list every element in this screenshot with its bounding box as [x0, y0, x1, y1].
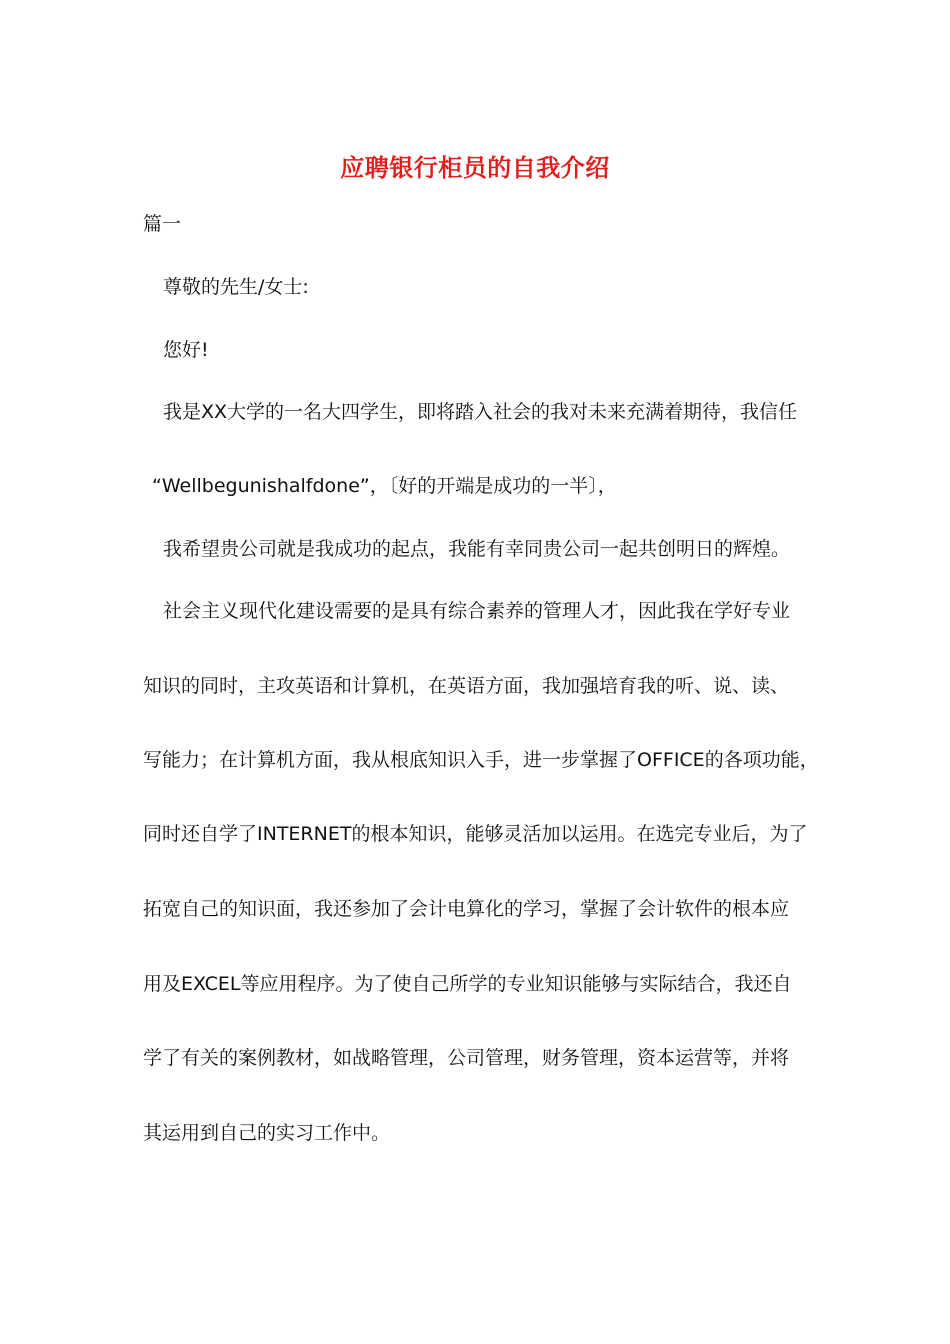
paragraph-line: 我希望贵公司就是我成功的起点，我能有幸同贵公司一起共创明日的辉煌。	[163, 538, 791, 560]
salutation-line: 尊敬的先生/女士:	[163, 276, 309, 298]
paragraph-line: “Wellbegunishalfdone”，〔好的开端是成功的一半〕，	[152, 475, 617, 497]
document-title: 应聘银行柜员的自我介绍	[340, 154, 610, 182]
paragraph-line: 学了有关的案例教材，如战略管理，公司管理，财务管理，资本运营等，并将	[143, 1047, 790, 1069]
section-heading: 篇一	[143, 213, 182, 235]
paragraph-line: 拓宽自己的知识面，我还参加了会计电算化的学习，掌握了会计软件的根本应	[143, 898, 790, 920]
paragraph-line: 其运用到自己的实习工作中。	[143, 1122, 391, 1144]
paragraph-line: 社会主义现代化建设需要的是具有综合素养的管理人才，因此我在学好专业	[163, 600, 791, 622]
greeting-line: 您好!	[163, 339, 209, 361]
paragraph-line: 知识的同时，主攻英语和计算机，在英语方面，我加强培育我的听、说、读、	[143, 675, 790, 697]
paragraph-line: 我是XX大学的一名大四学生，即将踏入社会的我对未来充满着期待，我信任	[163, 401, 798, 423]
paragraph-line: 写能力；在计算机方面，我从根底知识入手，进一步掌握了OFFICE的各项功能，	[143, 749, 819, 771]
paragraph-line: 用及EXCEL等应用程序。为了使自己所学的专业知识能够与实际结合，我还自	[143, 973, 792, 995]
paragraph-line: 同时还自学了INTERNET的根本知识，能够灵活加以运用。在选完专业后，为了	[143, 823, 808, 845]
